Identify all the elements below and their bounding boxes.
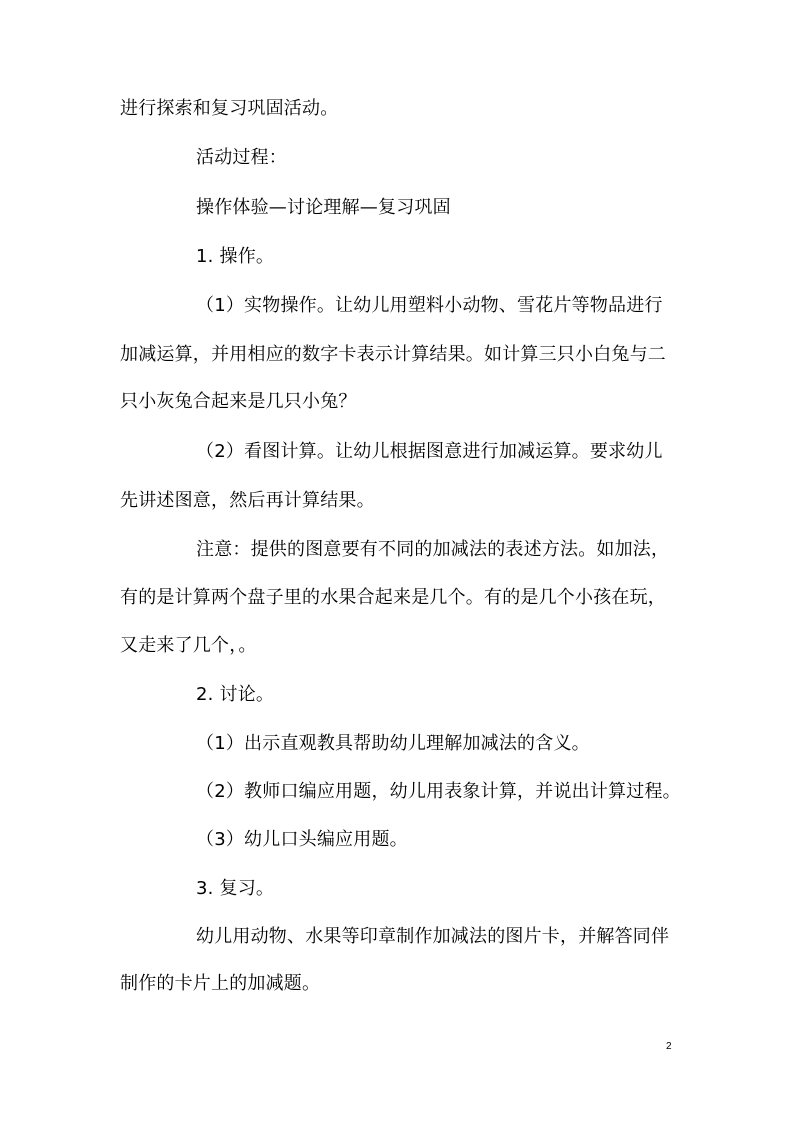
text-line-15: （2）教师口编应用题，幼儿用表象计算，并说出计算过程。 bbox=[196, 781, 681, 802]
text-line-9: 先讲述图意，然后再计算结果。 bbox=[120, 490, 375, 511]
text-line-13: 2. 讨论。 bbox=[196, 684, 275, 705]
text-line-17: 3. 复习。 bbox=[196, 878, 275, 899]
text-line-1: 进行探索和复习巩固活动。 bbox=[120, 98, 339, 119]
text-line-5: （1）实物操作。让幼儿用塑料小动物、雪花片等物品进行 bbox=[196, 295, 663, 316]
text-line-12: 又走来了几个，。 bbox=[120, 635, 257, 656]
text-line-8: （2）看图计算。让幼儿根据图意进行加减运算。要求幼儿 bbox=[196, 441, 663, 462]
text-line-11: 有的是计算两个盘子里的水果合起来是几个。有的是几个小孩在玩， bbox=[120, 587, 666, 608]
text-line-14: （1）出示直观教具帮助幼儿理解加减法的含义。 bbox=[196, 733, 590, 754]
text-line-2: 活动过程： bbox=[196, 147, 287, 168]
text-line-3: 操作体验—讨论理解—复习巩固 bbox=[196, 197, 451, 218]
text-line-18: 幼儿用动物、水果等印章制作加减法的图片卡，并解答同伴 bbox=[196, 926, 670, 947]
text-line-19: 制作的卡片上的加减题。 bbox=[120, 973, 321, 994]
text-line-10: 注意：提供的图意要有不同的加减法的表述方法。如加法， bbox=[196, 539, 670, 560]
text-line-6: 加减运算，并用相应的数字卡表示计算结果。如计算三只小白兔与二 bbox=[120, 344, 666, 365]
text-line-16: （3）幼儿口头编应用题。 bbox=[196, 829, 408, 850]
text-line-4: 1. 操作。 bbox=[196, 246, 275, 267]
page-number: 2 bbox=[666, 1041, 672, 1052]
text-line-7: 只小灰兔合起来是几只小兔？ bbox=[120, 391, 357, 412]
